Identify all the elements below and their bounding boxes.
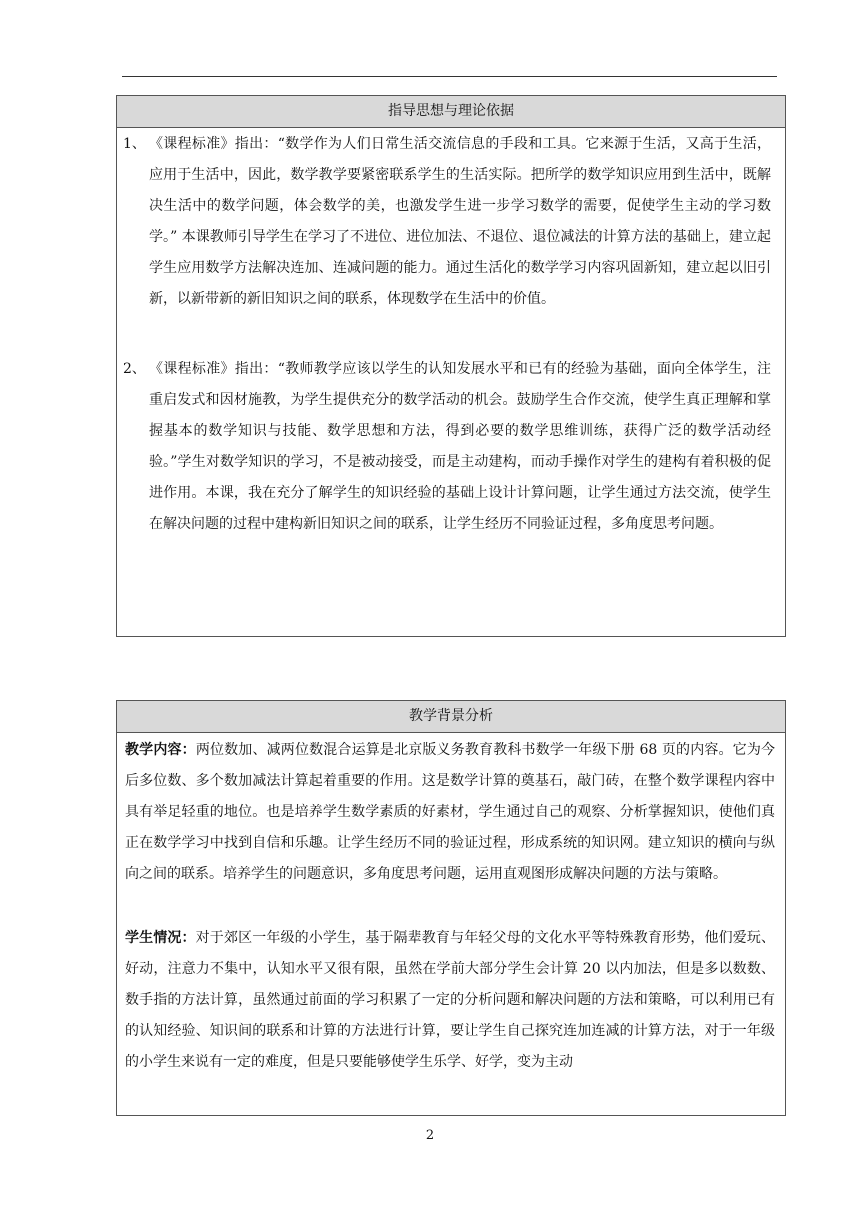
student-situation-text: 对于郊区一年级的小学生，基于隔辈教育与年轻父母的文化水平等特殊教育形势，他们爱玩、好动，注意力不集中，认知水平又很有限，虽然在学前大部分学生会计算 20 以内加法，但是多以数数、数手指的方法计算，虽然通过前面的学习积累了一定的分析问题和解决问题的方法和策略，可以利用已有的认知经验、知识间的联系和计算的方法进行计算，要让学生自己探究连加连减的计算方法，对于一年级的小学生来说有一定的难度，但是只要能够使学生乐学、好学，变为主动 — [125, 930, 776, 1070]
item-text: 《课程标准》指出：“数学作为人们日常生活交流信息的手段和工具。它来源于生活，又高于生活，应用于生活中，因此，数学教学要紧密联系学生的生活实际。把所学的数学知识应用到生活中，既解决生活中的数学问题，体会数学的美，也激发学生进一步学习数学的需要，促使学生主动的学习数学。” 本课教师引导学生在学习了不进位、进位加法、不退位、退位减法的计算方法的基础上，建立起学生应用数学方法解决连加、连减问题的能力。通过生活化的数学学习内容巩固新知，建立起以旧引新，以新带新的新旧知识之间的联系，体现数学在生活中的价值。 — [149, 136, 771, 307]
guiding-ideas-title: 指导思想与理论依据 — [117, 96, 785, 128]
teaching-background-table — [116, 700, 786, 1116]
header-rule — [122, 76, 777, 77]
page-number: 2 — [425, 1128, 435, 1143]
list-item — [117, 128, 785, 315]
teaching-content-label: 教学内容： — [125, 742, 196, 758]
guiding-ideas-table — [116, 95, 786, 637]
item-number: 2、 — [123, 361, 146, 377]
item-number: 1、 — [123, 136, 146, 152]
teaching-content-paragraph — [117, 733, 785, 890]
student-situation-paragraph — [117, 921, 785, 1078]
list-item — [117, 353, 785, 540]
student-situation-label: 学生情况： — [125, 930, 196, 946]
spacer — [117, 890, 785, 921]
item-text: 《课程标准》指出：“教师教学应该以学生的认知发展水平和已有的经验为基础，面向全体学生，注重启发式和因材施教，为学生提供充分的数学活动的机会。鼓励学生合作交流，使学生真正理解和掌握基本的数学知识与技能、数学思想和方法，得到必要的数学思维训练，获得广泛的数学活动经验。”学生对数学知识的学习，不是被动接受，而是主动建构，而动手操作对学生的建构有着积极的促进作用。本课，我在充分了解学生的知识经验的基础上设计计算问题，让学生通过方法交流，使学生在解决问题的过程中建构新旧知识之间的联系，让学生经历不同验证过程，多角度思考问题。 — [149, 361, 771, 532]
teaching-background-title: 教学背景分析 — [117, 701, 785, 733]
spacer — [117, 315, 785, 353]
teaching-content-text: 两位数加、减两位数混合运算是北京版义务教育教科书数学一年级下册 68 页的内容。它为今后多位数、多个数加减法计算起着重要的作用。这是数学计算的奠基石，敲门砖，在整个数学课程内容中具有举足轻重的地位。也是培养学生数学素质的好素材，学生通过自己的观察、分析掌握知识，使他们真正在数学学习中找到自信和乐趣。让学生经历不同的验证过程，形成系统的知识网。建立知识的横向与纵向之间的联系。培养学生的问题意识，多角度思考问题，运用直观图形成解决问题的方法与策略。 — [125, 742, 775, 882]
